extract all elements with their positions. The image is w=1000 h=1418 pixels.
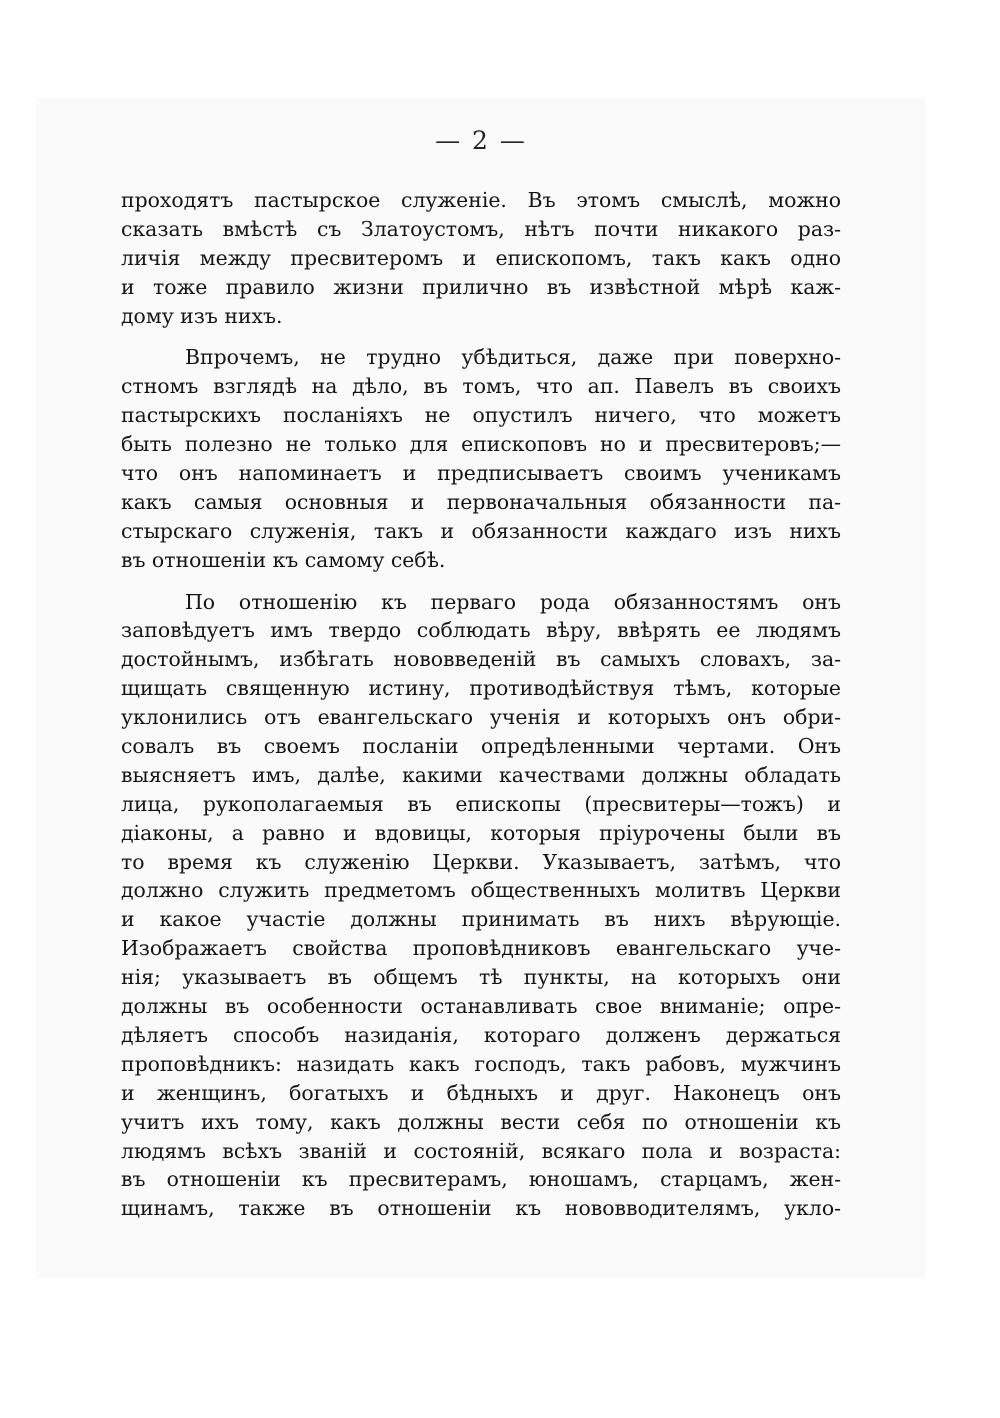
body-text [121, 186, 841, 1236]
text-line: совалъ въ своемъ посланіи опредѣленными чертами. Онъ [121, 734, 841, 759]
text-line: и женщинъ, богатыхъ и бѣдныхъ и друг. Наконецъ онъ [121, 1080, 841, 1105]
text-line: въ отношеніи къ пресвитерамъ, юношамъ, старцамъ, жен- [121, 1167, 841, 1192]
text-line: Впрочемъ, не трудно убѣдиться, даже при поверхно- [185, 345, 841, 370]
text-line: личія между пресвитеромъ и епископомъ, такъ какъ одно [121, 245, 841, 270]
paragraph-2 [121, 343, 841, 574]
text-line: достойнымъ, избѣгать нововведеній въ самыхъ словахъ, за- [121, 647, 841, 672]
text-line: По отношенію къ перваго рода обязанностямъ онъ [185, 589, 841, 614]
text-line: уклонились отъ евангельскаго ученія и которыхъ онъ обри- [121, 705, 841, 730]
text-line: дому изъ нихъ. [121, 303, 283, 328]
text-line: стномъ взглядѣ на дѣло, въ томъ, что ап. Павелъ въ своихъ [121, 374, 841, 399]
text-line: стырскаго служенія, такъ и обязанности каждаго изъ нихъ [121, 518, 841, 543]
text-line: какъ самыя основныя и первоначальныя обязанности па- [121, 489, 841, 514]
text-line: лица, рукополагаемыя въ епископы (пресвитеры—тожъ) и [121, 791, 841, 816]
text-line: пастырскихъ посланіяхъ не опустилъ ничего, что можетъ [121, 403, 841, 428]
text-line: и какое участіе должны принимать въ нихъ вѣрующіе. [121, 907, 841, 932]
text-line: сказать вмѣстѣ съ Златоустомъ, нѣтъ почти никакого раз- [121, 216, 841, 241]
text-line: людямъ всѣхъ званій и состояній, всякаго пола и возраста: [121, 1138, 841, 1163]
text-line: въ отношеніи къ самому себѣ. [121, 547, 446, 572]
text-line: быть полезно не только для епископовъ но и пресвитеровъ;— [121, 432, 841, 457]
text-line: щищать священную истину, противодѣйствуя тѣмъ, которые [121, 676, 841, 701]
text-line: проходятъ пастырское служеніе. Въ этомъ смыслѣ, можно [121, 188, 841, 212]
text-line: и тоже правило жизни прилично въ извѣстной мѣрѣ каж- [121, 274, 841, 299]
text-line: нія; указываетъ въ общемъ тѣ пункты, на которыхъ они [121, 965, 841, 990]
text-line: дѣляетъ способъ назиданія, котораго долженъ держаться [121, 1022, 841, 1047]
text-line: то время къ служенію Церкви. Указываетъ, затѣмъ, что [121, 849, 841, 874]
text-line: заповѣдуетъ имъ твердо соблюдать вѣру, ввѣрять ее людямъ [121, 618, 841, 643]
text-line: Изображаетъ свойства проповѣдниковъ евангельскаго уче- [121, 936, 841, 961]
paragraph-1 [121, 186, 841, 330]
text-line: должно служить предметомъ общественныхъ молитвъ Церкви [121, 878, 841, 903]
page-number: — 2 — [435, 126, 527, 155]
text-line: что онъ напоминаетъ и предписываетъ своимъ ученикамъ [121, 461, 841, 486]
text-line: щинамъ, также въ отношеніи къ нововводителямъ, укло- [121, 1196, 841, 1221]
text-line: должны въ особенности останавливать свое вниманіе; опре- [121, 994, 841, 1019]
text-line: діаконы, а равно и вдовицы, которыя пріурочены были въ [121, 820, 841, 845]
text-line: выясняетъ имъ, далѣе, какими качествами должны обладать [121, 762, 841, 787]
paragraph-3 [121, 588, 841, 1224]
text-line: проповѣдникъ: назидать какъ господъ, такъ рабовъ, мужчинъ [121, 1051, 841, 1076]
text-line: учитъ ихъ тому, какъ должны вести себя по отношеніи къ [121, 1109, 841, 1134]
